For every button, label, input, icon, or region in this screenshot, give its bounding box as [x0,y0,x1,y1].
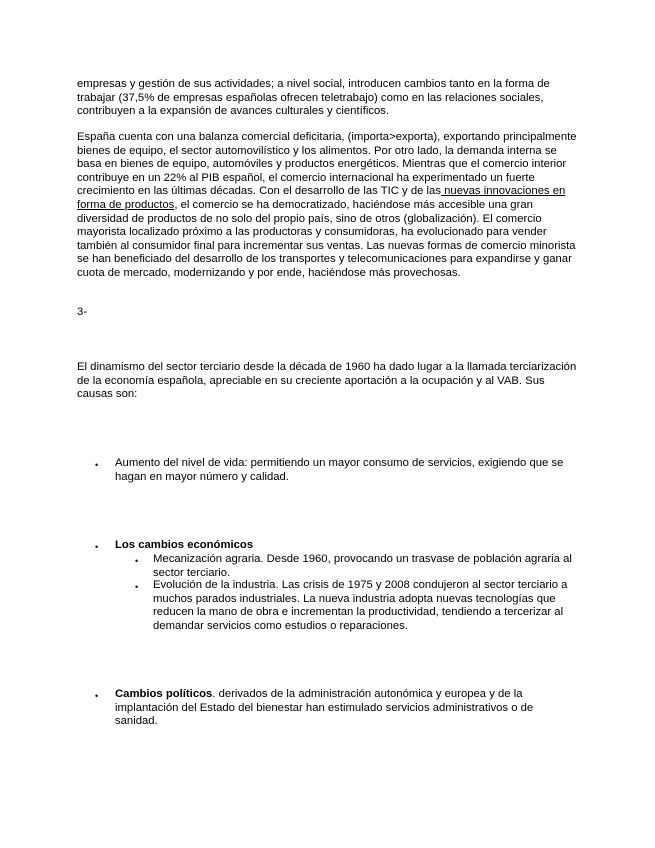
commerce-text-start: España cuenta con una balanza comercial deficitaria, (importa>exporta), exportando principalmente bienes de equipo, el sector automovilístico y los alimentos. Por otro lado, la demanda interna se basa en bienes de equipo, automóviles y productos energéticos. Mientras que el comercio interior contribuye en un 22% al PIB español, el comercio internacional ha experimentado un fuerte crecimiento en las últimas décadas. Con el desarrollo de las TIC y de las [77,131,577,198]
bullet: • [95,542,99,552]
cause-political-heading: Cambios políticos [115,688,213,700]
section-number: 3- [77,306,88,318]
cause-economic-title [115,539,575,553]
cause-economic-heading: Los cambios económicos [115,539,254,551]
paragraph-tic-impact: empresas y gestión de sus actividades; a nivel social, introducen cambios tanto en la forma de trabajar (37,5% de empresas españolas ofrecen teletrabajo) como en las relaciones sociales, contribuyen a la expansión de avances culturales y científicos. [77,78,550,118]
paragraph-commerce [77,131,577,281]
commerce-underlined-text: nuevas innovaciones en forma de productos [77,185,566,211]
bullet: • [95,460,99,470]
cause-political-text: . derivados de la administración autonómica y europea y de la implantación del Estado del bienestar han estimulado servicios administrativos o de sanidad. [115,688,534,728]
cause-industry-evolution: Evolución de la industria. Las crisis de 1975 y 2008 condujeron al sector terciario a muchos parados industriales. La nueva industria adopta nuevas tecnologías que reducen la mano de obra e incrementan la productividad, tendiendo a tercerizar al demandar servicios como estudios o reparaciones. [153,579,568,632]
sub-bullet: • [135,556,139,566]
bullet: • [95,691,99,701]
sub-bullet: • [135,582,139,592]
cause-political-changes [115,688,575,729]
paragraph-tertiary-sector: El dinamismo del sector terciario desde la década de 1960 ha dado lugar a la llamada terciarización de la economía española, apreciable en su creciente aportación a la ocupación y al VAB. Sus causas son: [77,361,577,401]
cause-living-standard: Aumento del nivel de vida: permitiendo un mayor consumo de servicios, exigiendo que se hagan en mayor número y calidad. [115,457,564,483]
cause-agrarian-mechanization: Mecanización agraria. Desde 1960, provocando un trasvase de población agraria al sector terciario. [153,553,572,579]
commerce-text-end: , el comercio se ha democratizado, haciéndose más accesible una gran diversidad de productos de no solo del propio país, sino de otros (globalización). El comercio mayorista localizado próximo a las productoras y consumidoras, ha evolucionado para vender también al consumidor final para incrementar sus ventas. Las nuevas formas de comercio minorista se han beneficiado del desarrollo de los transportes y telecomunicaciones para expandirse y ganar cuota de mercado, modernizando y por ende, haciéndose más provechosas. [77,198,576,279]
